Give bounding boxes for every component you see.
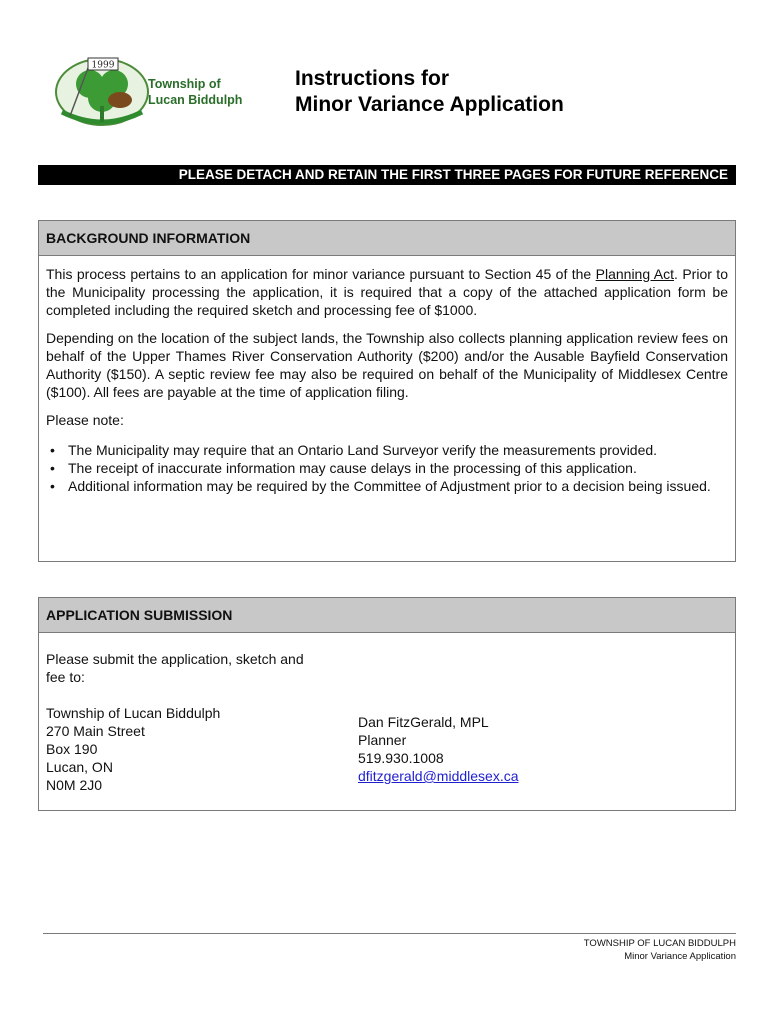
page-footer (584, 937, 736, 963)
address-line: Box 190 (46, 741, 98, 757)
contact-email-link[interactable]: dfitzgerald@middlesex.ca (358, 768, 519, 784)
footer-doc: Minor Variance Application (624, 951, 736, 962)
address-line: N0M 2J0 (46, 777, 103, 793)
submission-intro: Please submit the application, sketch and fee to: (46, 651, 304, 685)
background-paragraph-2: Depending on the location of the subject lands, the Township also collects planning application review fees on behalf of the Upper Thames River Conservation Authority ($200) and/or the Ausable Bayfield Conservation Authority ($150). A septic review fee may also be required on behalf of the Municipality of Middlesex Centre ($100). All fees are payable at the time of application filing. (46, 330, 728, 400)
contact-name: Dan FitzGerald, MPL (358, 714, 489, 730)
background-paragraph-1: This process pertains to an application for minor variance pursuant to Section 45 of the Planning Act. Prior to the Municipality processing the application, it is required that a copy of the attached application form be completed including the required sketch and processing fee of $1000. (46, 266, 728, 318)
please-note-label: Please note: (46, 412, 124, 428)
address-line: 270 Main Street (46, 723, 145, 739)
planner-contact (358, 713, 519, 785)
svg-text:Township of: Township of (148, 77, 221, 91)
address-line: Lucan, ON (46, 759, 113, 775)
footer-org: TOWNSHIP OF LUCAN BIDDULPH (583, 938, 736, 949)
contact-phone: 519.930.1008 (358, 750, 444, 766)
shamrock-logo-icon (52, 54, 248, 130)
notes-list (46, 441, 728, 495)
background-section (38, 220, 736, 562)
contact-title: Planner (358, 732, 407, 748)
background-heading: BACKGROUND INFORMATION (39, 221, 735, 256)
submission-section (38, 597, 736, 811)
svg-text:Lucan Biddulph: Lucan Biddulph (148, 93, 243, 107)
svg-text:1999: 1999 (91, 60, 115, 71)
page-title (295, 66, 564, 118)
list-item: • The Municipality may require that an Ontario Land Surveyor verify the measurements provided. (46, 441, 728, 459)
township-logo (52, 54, 248, 130)
footer-divider (43, 933, 736, 934)
retain-pages-banner: PLEASE DETACH AND RETAIN THE FIRST THREE PAGES FOR FUTURE REFERENCE (38, 165, 736, 185)
title-line-2: Minor Variance Application (295, 93, 564, 116)
address-line: Township of Lucan Biddulph (46, 705, 221, 721)
list-item: • The receipt of inaccurate information may cause delays in the processing of this application. (46, 459, 728, 477)
list-item: • Additional information may be required by the Committee of Adjustment prior to a decision being issued. (46, 477, 728, 495)
planning-act-text: Planning Act (595, 266, 675, 282)
title-line-1: Instructions for (295, 67, 450, 90)
submission-heading: APPLICATION SUBMISSION (39, 598, 735, 633)
